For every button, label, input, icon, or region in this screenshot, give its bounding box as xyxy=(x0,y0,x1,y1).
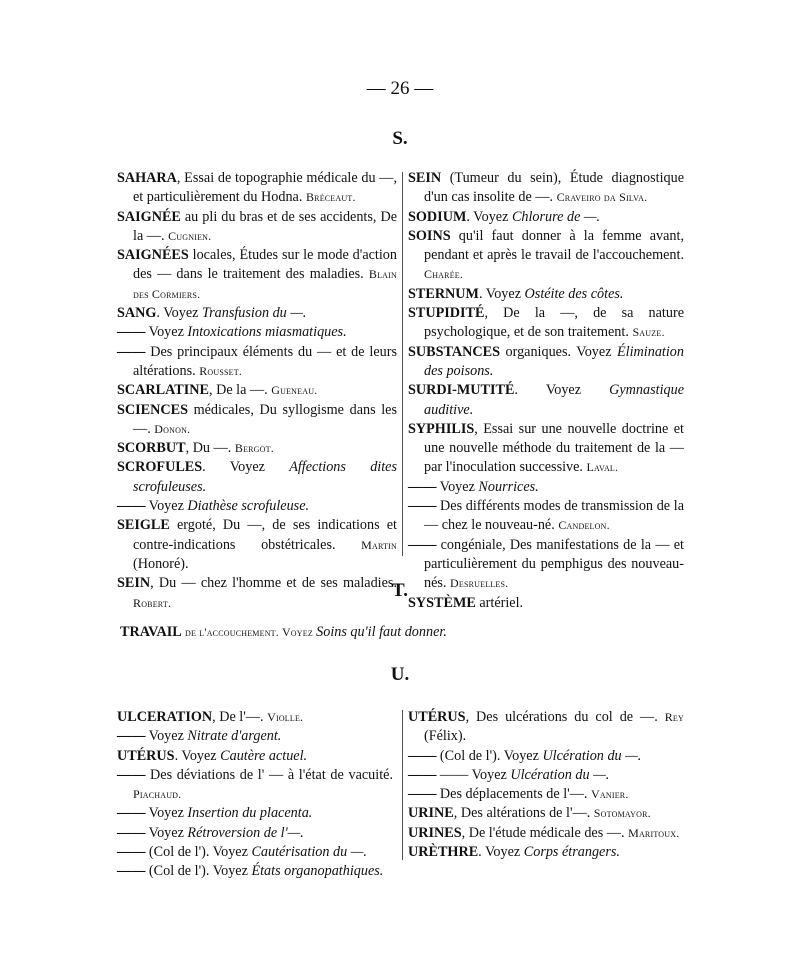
entry-text: , Des altérations de l'—. xyxy=(453,805,594,822)
entry-text: Des déviations de l' — à l'état de vacuité. xyxy=(145,766,393,783)
entry-author: Rey xyxy=(664,710,684,724)
entry-text: , De l'—. xyxy=(212,709,268,725)
entry-author: Laval. xyxy=(586,460,619,475)
entry-headword: SAIGNÉE xyxy=(117,208,181,225)
entry-reference: Nitrate d'argent. xyxy=(187,728,282,745)
entry-headword: —— xyxy=(117,805,146,822)
entry-text: de l'accouchement. Voyez xyxy=(181,625,317,639)
entry-text: . Voyez xyxy=(466,208,512,225)
entry-text: Des différents modes de transmission de la — chez le nouveau-né. xyxy=(424,498,684,534)
index-entry xyxy=(117,747,393,766)
index-entry xyxy=(117,497,397,516)
entry-headword: —— xyxy=(117,863,146,880)
entry-headword: URINES xyxy=(408,824,462,841)
entry-text: . Voyez xyxy=(202,459,290,476)
index-entry xyxy=(408,285,684,304)
index-entry xyxy=(408,766,684,785)
entry-text: congéniale, Des manifestations de la — et particulièrement du pemphigus des nouveau-nés. xyxy=(424,536,684,592)
index-entry xyxy=(117,824,393,843)
index-entry xyxy=(408,227,684,285)
index-entry xyxy=(117,439,397,458)
entry-author: Sotomayor. xyxy=(593,806,651,821)
entry-reference: Diathèse scrofuleuse. xyxy=(187,498,310,515)
entry-headword: SYSTÈME xyxy=(408,594,476,611)
entry-reference: Affections dites scrofuleuses. xyxy=(133,459,397,495)
section-letter-t: T. xyxy=(391,580,408,601)
column-divider xyxy=(402,172,403,556)
column-divider xyxy=(402,710,403,860)
entry-headword: SAHARA xyxy=(117,170,177,186)
index-entry xyxy=(117,246,397,304)
entry-reference: Corps étrangers. xyxy=(523,844,620,861)
entry-author: Vanier. xyxy=(591,787,629,802)
entry-headword: SOINS xyxy=(408,227,451,244)
entry-headword: TRAVAIL xyxy=(120,624,182,640)
index-entry xyxy=(117,727,393,746)
entry-reference: (Félix). xyxy=(424,728,467,745)
index-entry xyxy=(408,208,684,227)
entry-headword: SCROFULES xyxy=(117,459,203,476)
entry-headword: —— xyxy=(117,728,146,745)
entry-text: Voyez xyxy=(145,498,188,515)
index-entry xyxy=(408,804,684,823)
section-letter-u: U. xyxy=(390,664,410,685)
entry-text: (Col de l'). Voyez xyxy=(145,863,252,880)
entry-text: . Voyez xyxy=(478,285,525,302)
index-entry xyxy=(408,420,684,478)
index-entry xyxy=(408,169,684,208)
index-entry xyxy=(408,824,684,843)
entry-reference: Cautère actuel. xyxy=(220,747,308,764)
entry-author: Sauze. xyxy=(632,325,665,340)
entry-headword: —— xyxy=(117,343,146,360)
entry-text: —— Voyez xyxy=(436,766,511,783)
entry-reference: Cautérisation du —. xyxy=(251,844,367,861)
entry-author: Rousset. xyxy=(199,363,243,378)
entry-headword: —— xyxy=(408,786,437,803)
entry-headword: —— xyxy=(408,536,437,553)
index-entry xyxy=(117,458,397,497)
entry-text: artériel. xyxy=(475,594,524,611)
index-entry xyxy=(408,478,684,497)
index-column-u-left xyxy=(117,708,393,882)
entry-headword: —— xyxy=(117,766,146,783)
entry-text: , Du — chez l'homme et de ses maladies. xyxy=(150,575,397,592)
index-entry xyxy=(117,516,397,574)
entry-headword: —— xyxy=(408,478,437,495)
index-entry xyxy=(117,323,397,342)
index-entry xyxy=(408,497,684,536)
entry-text: , Du —. xyxy=(185,440,235,457)
entry-author: Desruelles. xyxy=(450,576,509,591)
index-entry xyxy=(117,169,397,208)
entry-headword: SODIUM xyxy=(408,208,467,225)
index-entry xyxy=(408,304,684,343)
entry-author: Maritoux. xyxy=(628,825,680,840)
entry-headword: SAIGNÉES xyxy=(117,247,189,264)
entry-text: . Voyez xyxy=(514,382,610,399)
entry-author: Bergot. xyxy=(234,441,274,456)
entry-headword: URÈTHRE xyxy=(408,844,479,861)
entry-author: Gueneau. xyxy=(271,383,318,398)
entry-headword: —— xyxy=(408,766,437,783)
entry-reference: Nourrices. xyxy=(478,478,539,495)
entry-headword: SUBSTANCES xyxy=(408,343,500,360)
entry-text: , De l'étude médicale des —. xyxy=(461,824,629,841)
entry-headword: SEIGLE xyxy=(117,517,170,534)
entry-author: Piachaud. xyxy=(133,787,182,802)
entry-text: , De la —. xyxy=(208,382,272,399)
entry-text: . Voyez xyxy=(478,844,524,861)
index-entry xyxy=(117,304,397,323)
entry-headword: STERNUM xyxy=(408,285,479,302)
index-entry xyxy=(408,747,684,766)
index-entry xyxy=(117,343,397,382)
entry-headword: SEIN xyxy=(117,575,151,592)
entry-reference: (Honoré). xyxy=(133,555,189,572)
entry-author: Robert. xyxy=(133,595,172,610)
entry-author: Charée. xyxy=(424,267,464,282)
entry-reference: Ulcération du —. xyxy=(542,747,642,764)
entry-text: Des principaux éléments du — et de leurs altérations. xyxy=(133,343,397,379)
index-entry xyxy=(117,862,393,881)
entry-text: (Col de l'). Voyez xyxy=(145,844,252,861)
index-entry xyxy=(117,401,397,440)
entry-text: ergoté, Du —, de ses indications et contre-indications obstétricales. xyxy=(133,517,397,553)
entry-headword: SURDI-MUTITÉ xyxy=(408,382,515,399)
entry-text: Voyez xyxy=(436,478,479,495)
entry-headword: —— xyxy=(117,324,146,341)
index-entry xyxy=(408,785,684,804)
entry-text: Voyez xyxy=(145,805,188,822)
entry-headword: UTÉRUS xyxy=(408,709,466,725)
entry-text: médicales, Du syllogisme dans les —. xyxy=(133,401,397,437)
entry-headword: SANG xyxy=(117,305,157,322)
index-entry xyxy=(117,381,397,400)
index-entry xyxy=(408,381,684,420)
entry-headword: —— xyxy=(117,844,146,861)
index-entry xyxy=(117,843,393,862)
entry-text: , Essai sur une nouvelle doctrine et une nouvelle méthode du traitement de la — par l'inoculation successive. xyxy=(424,420,684,476)
index-column-s-right xyxy=(408,169,684,613)
entry-headword: SCORBUT xyxy=(117,440,186,457)
entry-reference: Insertion du placenta. xyxy=(187,805,313,822)
entry-text: , Essai de topographie médicale du —, et particulièrement du Hodna. xyxy=(133,170,397,206)
index-entry xyxy=(117,766,393,805)
index-entry xyxy=(408,843,684,862)
entry-reference: Ostéite des côtes. xyxy=(524,285,624,302)
entry-reference: Soins qu'il faut donner. xyxy=(316,624,447,640)
entry-text: (Tumeur du sein), Étude diagnostique d'un cas insolite de —. xyxy=(424,170,684,206)
entry-author: Violle. xyxy=(267,710,304,724)
entry-text: Voyez xyxy=(145,324,188,341)
entry-reference: États organopathiques. xyxy=(251,863,384,880)
entry-text: Des déplacements de l'—. xyxy=(436,786,592,803)
index-entry xyxy=(117,208,397,247)
entry-headword: URINE xyxy=(408,805,454,822)
entry-author: Craveiro da Silva. xyxy=(556,190,648,205)
entry-reference: Intoxications miasmatiques. xyxy=(187,324,347,341)
entry-text: . Voyez xyxy=(174,747,221,764)
entry-headword: SYPHILIS xyxy=(408,420,475,437)
index-entry xyxy=(117,708,393,727)
entry-text: , Des ulcérations du col de —. xyxy=(465,709,665,725)
entry-text: au pli du bras et de ses accidents, De la —. xyxy=(133,208,397,244)
entry-author: Blain des Cormiers. xyxy=(133,267,397,301)
entry-reference: Élimination des poisons. xyxy=(424,343,684,379)
index-entry xyxy=(117,804,393,823)
entry-author: Martin xyxy=(361,537,397,552)
entry-author: Candelon. xyxy=(558,518,610,533)
entry-text: (Col de l'). Voyez xyxy=(436,747,543,764)
index-entry-travail xyxy=(120,624,740,641)
section-letter-s: S. xyxy=(392,128,408,149)
entry-reference: Gymnastique auditive. xyxy=(424,382,684,418)
entry-text: Voyez xyxy=(145,824,188,841)
entry-author: Bréceaut. xyxy=(305,190,356,205)
entry-headword: —— xyxy=(117,498,146,515)
entry-text: Voyez xyxy=(145,728,188,745)
entry-text: qu'il faut donner à la femme avant, pendant et après le travail de l'accouchement. xyxy=(424,227,684,264)
entry-headword: —— xyxy=(117,824,146,841)
index-column-u-right xyxy=(408,708,684,862)
entry-reference: Ulcération du —. xyxy=(510,766,610,783)
index-entry xyxy=(408,708,684,747)
entry-reference: Transfusion du —. xyxy=(202,305,307,322)
entry-text: organiques. Voyez xyxy=(500,343,617,360)
entry-headword: STUPIDITÉ xyxy=(408,305,485,322)
index-column-s-left xyxy=(117,169,397,613)
entry-headword: —— xyxy=(408,747,437,764)
entry-headword: —— xyxy=(408,498,437,515)
entry-headword: SCIENCES xyxy=(117,401,188,418)
page-number: — 26 — xyxy=(366,78,434,99)
entry-headword: SEIN xyxy=(408,170,442,186)
entry-headword: ULCERATION xyxy=(117,709,213,725)
entry-text: locales, Études sur le mode d'action des — dans le traitement des maladies. xyxy=(133,247,397,283)
entry-reference: Chlorure de —. xyxy=(511,208,601,225)
entry-headword: SCARLATINE xyxy=(117,382,209,399)
entry-headword: UTÉRUS xyxy=(117,747,175,764)
entry-reference: Rétroversion de l'—. xyxy=(187,824,304,841)
entry-author: Donon. xyxy=(154,421,191,436)
entry-text: , De la —, de sa nature psychologique, et de son traitement. xyxy=(424,305,684,341)
index-entry xyxy=(408,343,684,382)
entry-text: . Voyez xyxy=(156,305,203,322)
entry-author: Cugnien. xyxy=(168,228,212,243)
